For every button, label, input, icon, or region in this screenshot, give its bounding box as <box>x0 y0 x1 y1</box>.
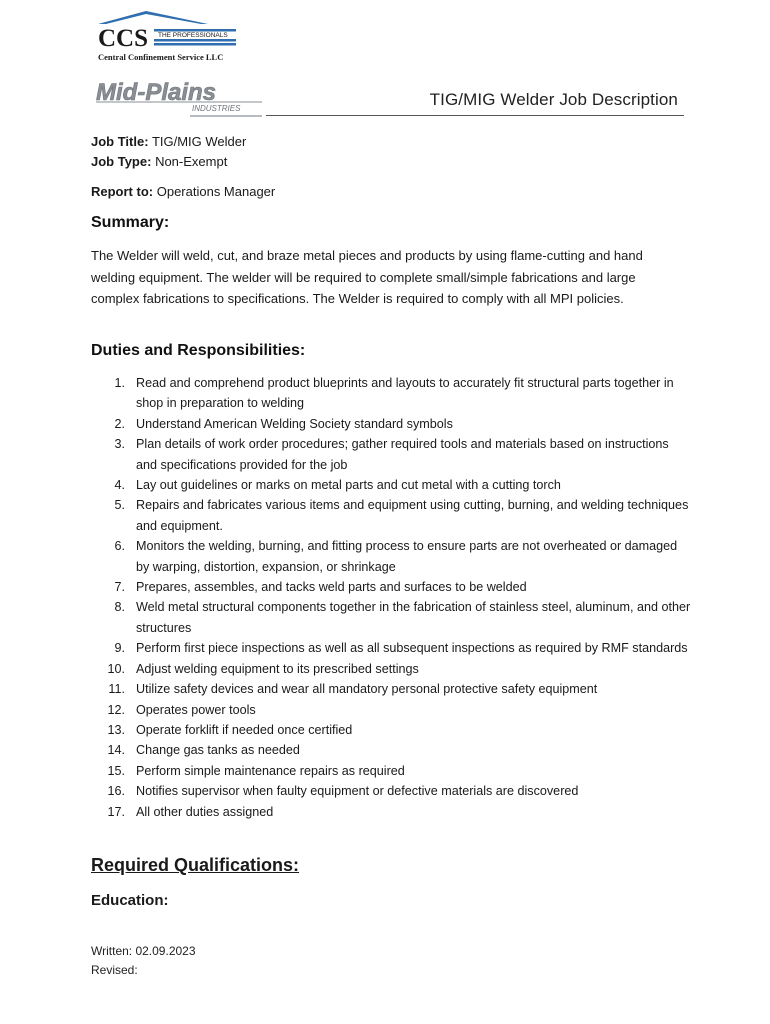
mid-plains-logo-sub: INDUSTRIES <box>192 104 241 113</box>
duties-list <box>91 373 691 822</box>
duty-item: 12. Operates power tools <box>107 702 256 717</box>
revised-date: Revised: <box>91 963 138 977</box>
ccs-logo-tagline: THE PROFESSIONALS <box>158 32 228 39</box>
mid-plains-logo-name: Mid-Plains <box>96 79 217 106</box>
summary-heading: Summary: <box>91 214 170 231</box>
duty-item: 15. Perform simple maintenance repairs as required <box>107 763 405 778</box>
job-title-label: Job Title: <box>91 134 149 149</box>
duty-item: 16. Notifies supervisor when faulty equipment or defective materials are discovered <box>107 784 579 799</box>
ccs-logo <box>96 10 238 65</box>
job-type-label: Job Type: <box>91 154 152 169</box>
duty-item: 10. Adjust welding equipment to its prescribed settings <box>107 661 419 676</box>
duty-item: 3. Plan details of work order procedures; gather required tools and materials based on instructions and specifications provided for the job <box>114 437 669 472</box>
job-meta <box>91 132 246 172</box>
duty-item: 2. Understand American Welding Society standard symbols <box>114 416 453 431</box>
job-type-value: Non-Exempt <box>155 154 228 169</box>
duty-item: 9. Perform first piece inspections as well as all subsequent inspections as required by RMF standards <box>114 641 688 656</box>
report-to-line <box>91 182 275 202</box>
qualifications-heading: Required Qualifications: <box>91 855 300 875</box>
duty-item: 17. All other duties assigned <box>107 804 274 819</box>
mid-plains-logo <box>94 78 266 120</box>
report-to-label: Report to: <box>91 184 154 199</box>
duty-item: 13. Operate forklift if needed once certified <box>107 722 353 737</box>
duty-item: 6. Monitors the welding, burning, and fitting process to ensure parts are not overheated or damaged by warping, distortion, expansion, or shrinkage <box>114 539 678 574</box>
ccs-logo-abbr: CCS <box>98 25 149 52</box>
education-heading: Education: <box>91 892 169 909</box>
footer <box>91 942 196 980</box>
job-type-line <box>91 152 246 172</box>
duties-heading: Duties and Responsibilities: <box>91 342 306 359</box>
title-underline <box>266 115 684 116</box>
job-title-value: TIG/MIG Welder <box>151 134 247 149</box>
written-date: Written: 02.09.2023 <box>91 944 196 958</box>
document-title: TIG/MIG Welder Job Description <box>429 90 678 109</box>
job-title-line <box>91 132 246 152</box>
duty-item: 4. Lay out guidelines or marks on metal parts and cut metal with a cutting torch <box>114 478 561 493</box>
summary-text: The Welder will weld, cut, and braze metal pieces and products by using flame-cutting and hand welding equipment. The welder will be required to complete small/simple fabrications and large complex fabrications to specifications. The Welder is required to comply with all MPI policies. <box>91 248 643 306</box>
duty-item: 11. Utilize safety devices and wear all mandatory personal protective safety equipment <box>108 682 598 697</box>
report-to-value: Operations Manager <box>156 184 276 199</box>
ccs-logo-company: Central Confinement Service LLC <box>98 52 224 62</box>
duty-item: 8. Weld metal structural components together in the fabrication of stainless steel, aluminum, and other structures <box>114 600 691 635</box>
duty-item: 14. Change gas tanks as needed <box>107 743 300 758</box>
duty-item: 7. Prepares, assembles, and tacks weld parts and surfaces to be welded <box>114 580 527 595</box>
duty-item: 1. Read and comprehend product blueprints and layouts to accurately fit structural parts together in shop in preparation to welding <box>114 376 674 411</box>
duty-item: 5. Repairs and fabricates various items and equipment using cutting, burning, and welding techniques and equipment. <box>114 498 689 533</box>
